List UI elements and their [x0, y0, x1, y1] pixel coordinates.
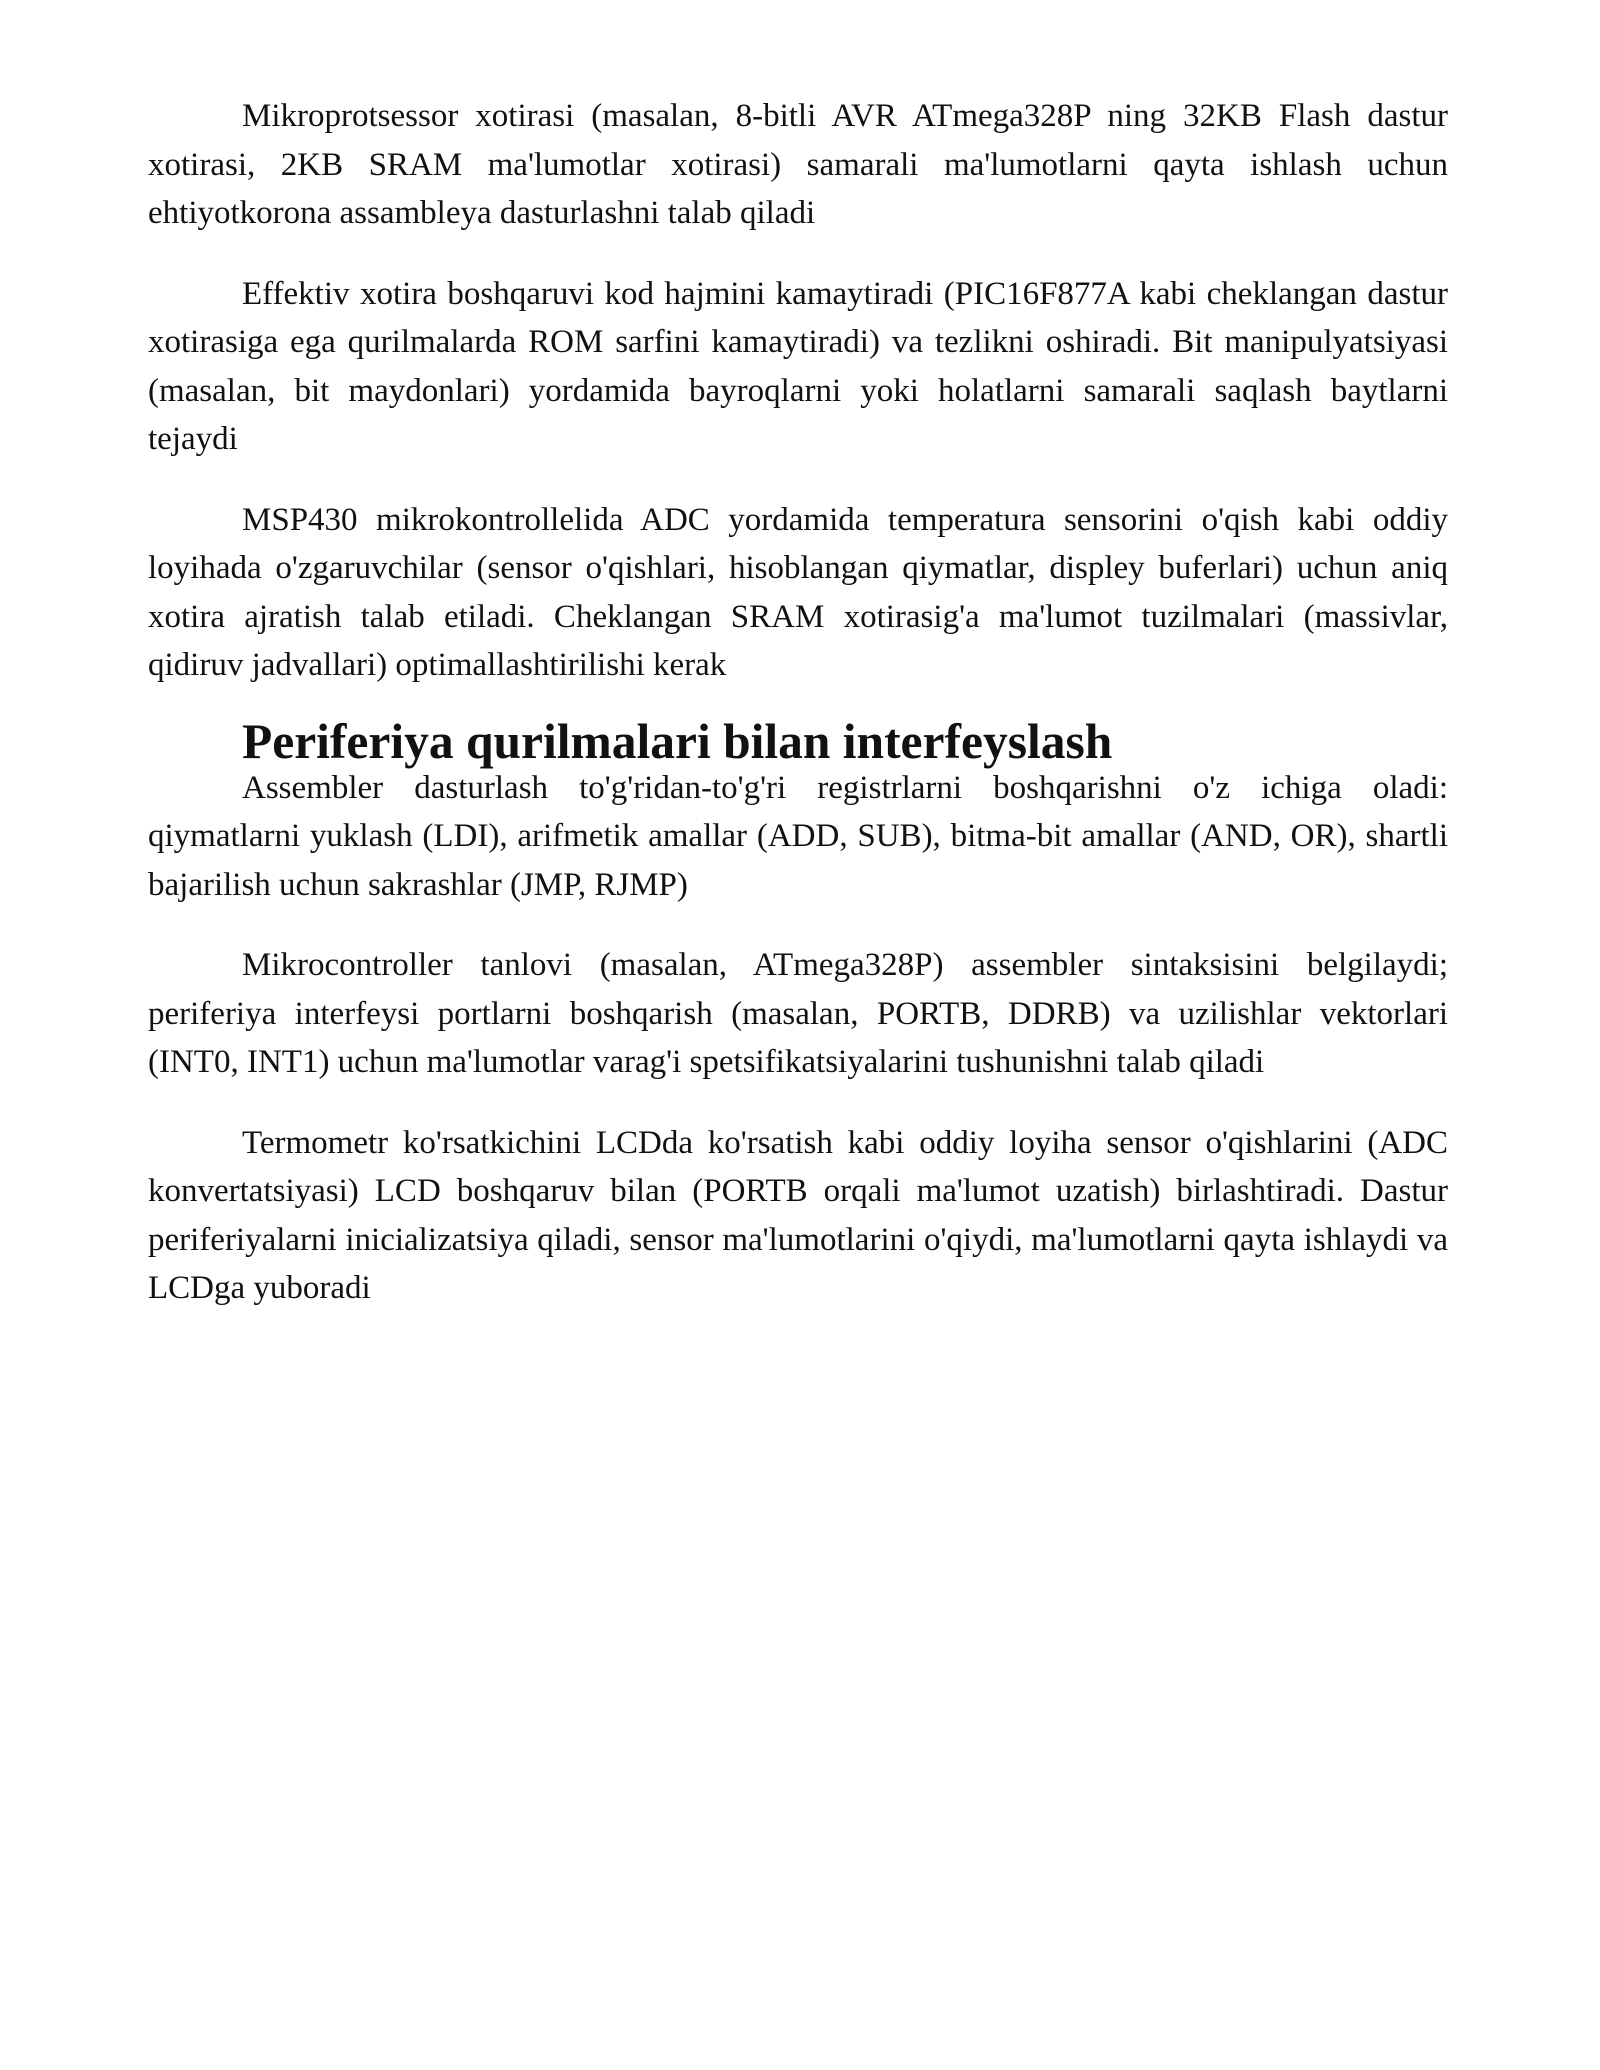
paragraph-memory-management: Effektiv xotira boshqaruvi kod hajmini kamaytiradi (PIC16F877A kabi cheklangan dastur xotirasiga ega qurilmalarda ROM sarfini kamaytiradi) va tezlikni oshiradi. Bit manipulyatsiyasi (masalan, bit maydonlari) yordamida bayroqlarni yoki holatlarni samarali saqlash baytlarni tejaydi — [148, 275, 1448, 457]
paragraph-msp430-example: MSP430 mikrokontrollelida ADC yordamida temperatura sensorini o'qish kabi oddiy loyihada o'zgaruvchilar (sensor o'qishlari, hisoblangan qiymatlar, displey buferlari) uchun aniq xotira ajratish talab etiladi. Cheklangan SRAM xotirasig'a ma'lumot tuzilmalari (massivlar, qidiruv jadvallari) optimallashtirilishi kerak — [148, 501, 1448, 683]
paragraph-memory-overview: Mikroprotsessor xotirasi (masalan, 8-bitli AVR ATmega328P ning 32KB Flash dastur xotirasi, 2KB SRAM ma'lumotlar xotirasi) samarali ma'lumotlarni qayta ishlash uchun ehtiyotkorona assambleya dasturlashni talab qiladi — [148, 98, 1448, 231]
paragraph-microcontroller-choice: Mikrocontroller tanlovi (masalan, ATmega328P) assembler sintaksisini belgilaydi; periferiya interfeysi portlarni boshqarish (masalan, PORTB, DDRB) va uzilishlar vektorlari (INT0, INT1) uchun ma'lumotlar varag'i spetsifikatsiyalarini tushunishni talab qiladi — [148, 947, 1448, 1080]
paragraph-assembler-registers: Assembler dasturlash to'g'ridan-to'g'ri registrlarni boshqarishni o'z ichiga oladi: qiymatlarni yuklash (LDI), arifmetik amallar (ADD, SUB), bitma-bit amallar (AND, OR), shartli bajarilish uchun sakrashlar (JMP, RJMP) — [148, 769, 1448, 903]
paragraph-thermometer-project: Termometr ko'rsatkichini LCDda ko'rsatish kabi oddiy loyiha sensor o'qishlarini (ADC konvertatsiyasi) LCD boshqaruv bilan (PORTB orqali ma'lumot uzatish) birlashtiradi. Dastur periferiyalarni inicializatsiya qiladi, sensor ma'lumotlarini o'qiydi, ma'lumotlarni qayta ishlaydi va LCDga yuboradi — [148, 1124, 1448, 1306]
section-heading: Periferiya qurilmalari bilan interfeyslash — [242, 713, 1113, 769]
document-page — [148, 92, 1448, 1345]
